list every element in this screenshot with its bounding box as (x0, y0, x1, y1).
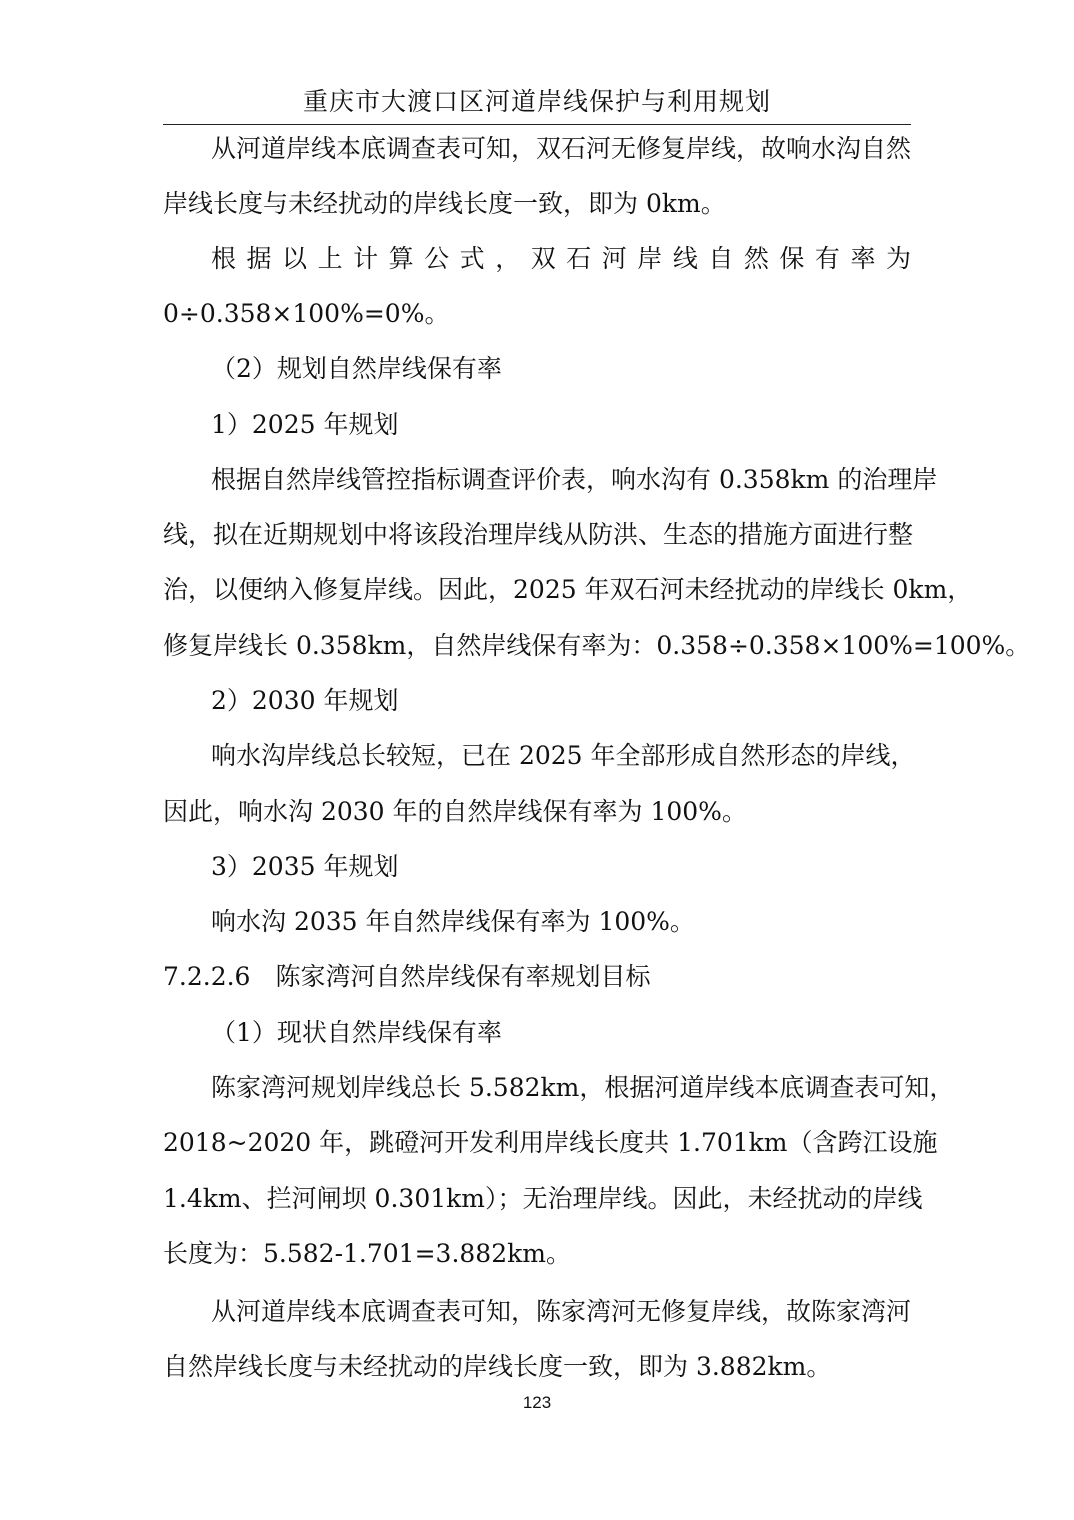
text-line: 根据以上计算公式，双石河岸线自然保有率为 (211, 244, 911, 273)
section-heading: （1）现状自然岸线保有率 (211, 1018, 502, 1047)
section-heading: 2）2030 年规划 (211, 686, 399, 715)
text-line: 响水沟岸线总长较短，已在 2025 年全部形成自然形态的岸线， (211, 741, 916, 770)
text-line: 从河道岸线本底调查表可知，陈家湾河无修复岸线，故陈家湾河 (211, 1297, 912, 1326)
text-line: 1.4km、拦河闸坝 0.301km）；无治理岸线。因此，未经扰动的岸线 (163, 1184, 923, 1213)
section-heading: （2）规划自然岸线保有率 (211, 354, 502, 383)
text-line: 根据自然岸线管控指标调查评价表，响水沟有 0.358km 的治理岸 (211, 465, 938, 494)
text-line: 陈家湾河规划岸线总长 5.582km，根据河道岸线本底调查表可知， (211, 1073, 955, 1102)
text-line: 从河道岸线本底调查表可知，双石河无修复岸线，故响水沟自然 (211, 134, 912, 163)
text-line: 线，拟在近期规划中将该段治理岸线从防洪、生态的措施方面进行整 (163, 520, 914, 549)
text-line: 长度为：5.582-1.701=3.882km。 (163, 1239, 571, 1268)
text-line: 0÷0.358×100%=0%。 (163, 299, 450, 328)
header-title: 重庆市大渡口区河道岸线保护与利用规划 (302, 87, 771, 116)
section-heading: 7.2.2.6 陈家湾河自然岸线保有率规划目标 (163, 962, 651, 991)
page-number: 123 (522, 1393, 552, 1412)
text-line: 岸线长度与未经扰动的岸线长度一致，即为 0km。 (163, 189, 726, 218)
text-line: 治，以便纳入修复岸线。因此，2025 年双石河未经扰动的岸线长 0km， (163, 575, 973, 604)
text-line: 响水沟 2035 年自然岸线保有率为 100%。 (211, 907, 695, 936)
header-divider (163, 124, 911, 125)
text-line: 自然岸线长度与未经扰动的岸线长度一致，即为 3.882km。 (163, 1352, 832, 1381)
section-heading: 1）2025 年规划 (211, 410, 399, 439)
text-line: 因此，响水沟 2030 年的自然岸线保有率为 100%。 (163, 797, 747, 826)
text-line: 2018~2020 年，跳磴河开发利用岸线长度共 1.701km（含跨江设施 (163, 1128, 938, 1157)
section-heading: 3）2035 年规划 (211, 852, 399, 881)
text-line: 修复岸线长 0.358km，自然岸线保有率为：0.358÷0.358×100%=100%。 (163, 631, 1031, 660)
